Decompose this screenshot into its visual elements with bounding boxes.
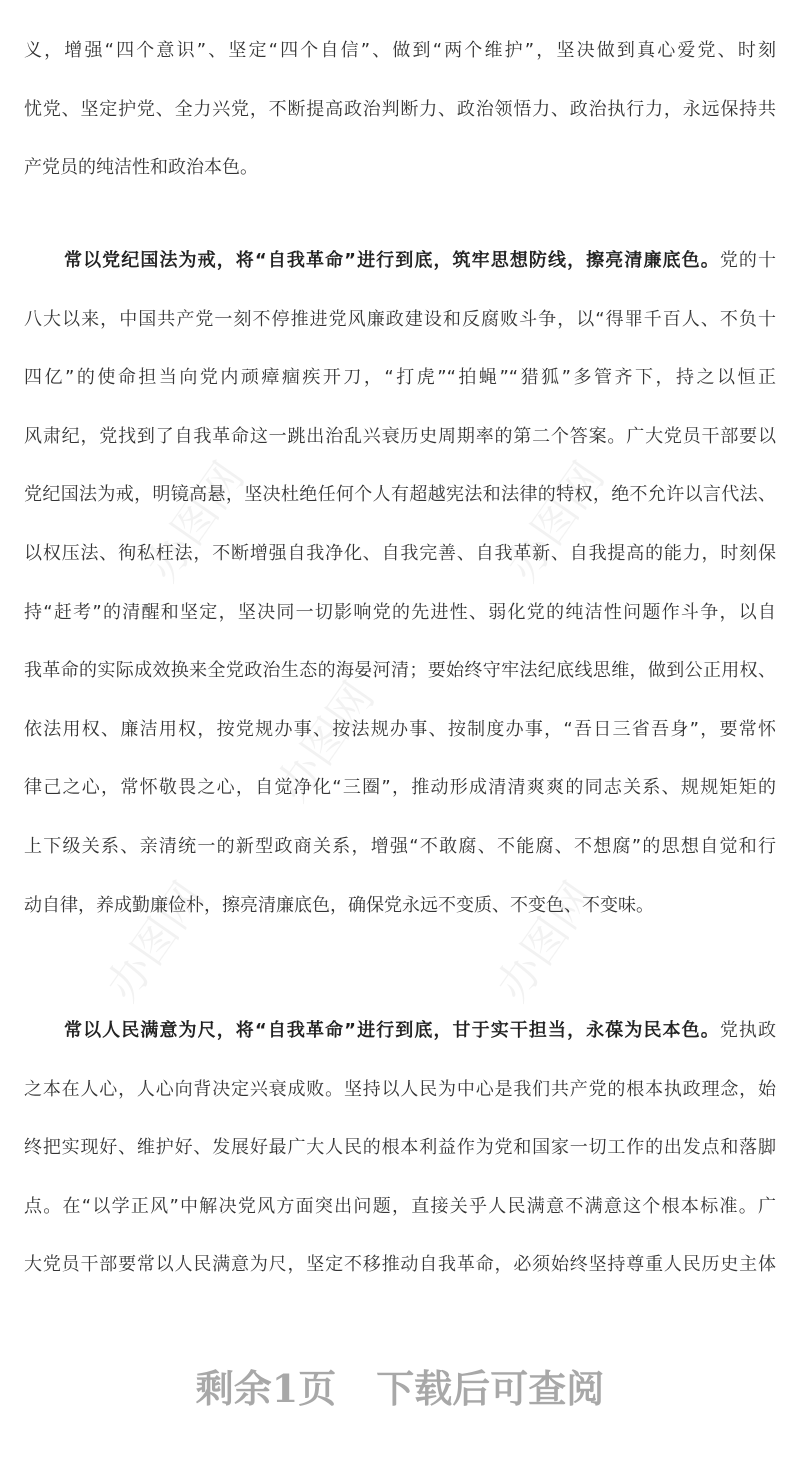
text-line: 持“赶考”的清醒和坚定，坚决同一切影响党的先进性、弱化党的纯洁性问题作斗争，以自 [24,601,776,623]
watermark: 办图网 [136,453,255,591]
text-line: 动自律，养成勤廉俭朴，擦亮清廉底色，确保党永远不变质、不变色、不变味。 [24,894,654,916]
text-line: 忧党、坚定护党、全力兴党，不断提高政治判断力、政治领悟力、政治执行力，永远保持共 [24,98,776,120]
text-line: 律己之心，常怀敬畏之心，自觉净化“三圈”，推动形成清清爽爽的同志关系、规规矩矩的 [24,777,776,799]
text-line: 八大以来，中国共产党一刻不停推进党风廉政建设和反腐败斗争，以“得罪千百人、不负十 [24,308,776,330]
text-line: 风肃纪，党找到了自我革命这一跳出治乱兴衰历史周期率的第二个答案。广大党员干部要以 [24,425,776,447]
text-line: 我革命的实际成效换来全党政治生态的海晏河清；要始终守牢法纪底线思维，做到公正用权、 [24,660,776,682]
paragraph-people-satisfaction [24,1002,776,1295]
paragraph-heading: 常以党纪国法为戒，将“自我革命”进行到底，筑牢思想防线，擦亮清廉底色。 [64,250,720,271]
paragraph-continued [24,22,776,198]
watermark: 办图网 [496,453,615,591]
text-line: 点。在“以学正风”中解决党风方面突出问题，直接关乎人民满意不满意这个根本标准。广 [24,1195,776,1217]
paragraph-party-discipline [24,232,776,935]
text-line: 四亿”的使命担当向党内顽瘴痼疾开刀，“打虎”“拍蝇”“猎狐”多管齐下，持之以恒正 [24,367,776,389]
watermark: 办图网 [266,673,385,811]
paragraph-heading: 常以人民满意为尺，将“自我革命”进行到底，甘于实干担当，永葆为民本色。 [64,1020,720,1041]
text-line: 义，增强“四个意识”、坚定“四个自信”、做到“两个维护”，坚决做到真心爱党、时刻 [24,40,776,61]
text-line: 产党员的纯洁性和政治本色。 [24,157,258,179]
text-line: 之本在人心，人心向背决定兴衰成败。坚持以人民为中心是我们共产党的根本执政理念，始 [24,1078,776,1100]
text-line [24,1002,776,1061]
text-span: 党执政 [719,1020,776,1041]
download-prompt[interactable] [0,1358,800,1413]
text-line: 依法用权、廉洁用权，按党规办事、按法规办事、按制度办事，“吾日三省吾身”，要常怀 [24,718,776,740]
text-line: 大党员干部要常以人民满意为尺，坚定不移推动自我革命，必须始终坚持尊重人民历史主体 [24,1254,776,1276]
text-line: 以权压法、徇私枉法，不断增强自我净化、自我完善、自我革新、自我提高的能力，时刻保 [24,542,776,564]
text-line: 上下级关系、亲清统一的新型政商关系，增强“不敢腐、不能腐、不想腐”的思想自觉和行 [24,835,776,857]
text-line: 党纪国法为戒，明镜高悬，坚决杜绝任何个人有超越宪法和法律的特权，绝不允许以言代法、 [24,484,776,506]
remaining-pages-label: 剩余1页 [195,1366,337,1411]
download-hint-label: 下载后可查阅 [376,1366,605,1411]
watermark: 办图网 [96,873,215,1011]
text-line: 终把实现好、维护好、发展好最广大人民的根本利益作为党和国家一切工作的出发点和落脚 [24,1137,776,1159]
watermark: 办图网 [486,873,605,1011]
text-line [24,232,776,291]
text-span: 党的十 [719,250,776,271]
